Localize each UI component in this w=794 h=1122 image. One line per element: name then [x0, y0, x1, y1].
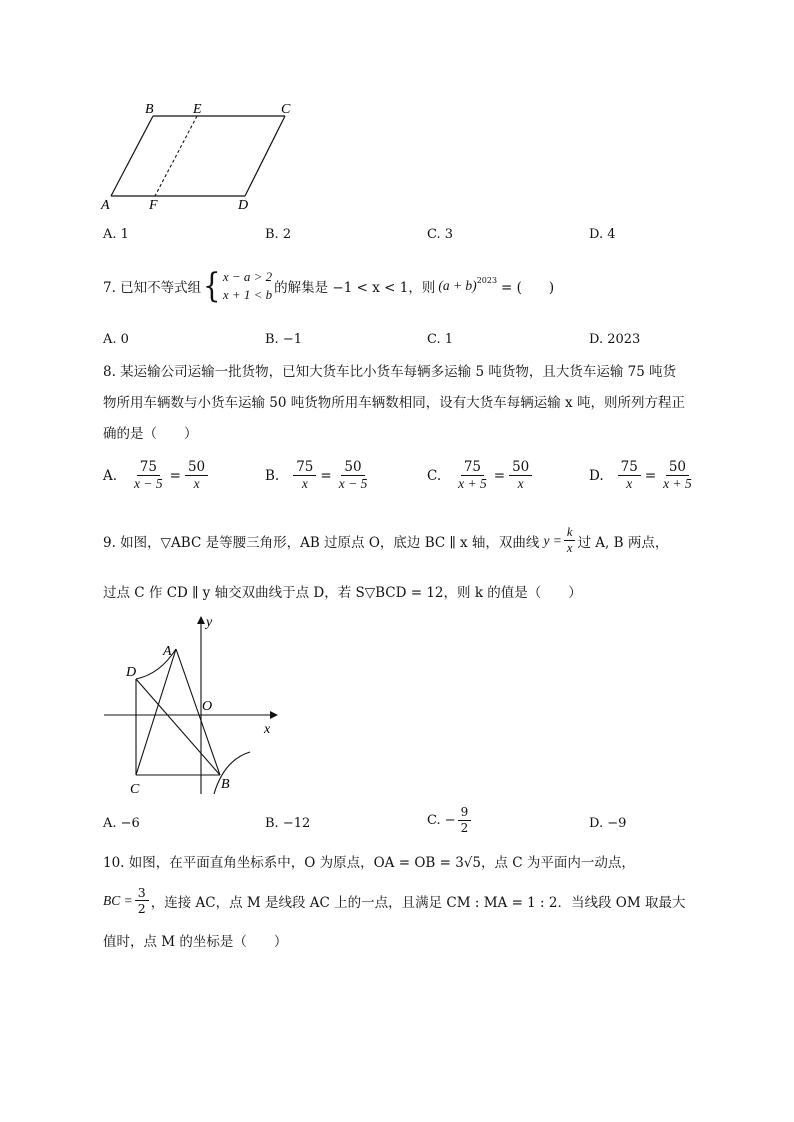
q7-option-d[interactable]: D. 2023 — [589, 332, 641, 347]
fold-line-ef — [155, 116, 197, 196]
label-f: F — [149, 198, 158, 213]
rhs-numerator: 50 — [666, 460, 689, 476]
q10-text-b: ，连接 AC，点 M 是线段 AC 上的一点，且满足 CM : MA = 1 : 2．当线段 OM 取最大 — [150, 894, 686, 911]
q10-line-2 — [103, 886, 685, 915]
parallelogram-figure — [95, 96, 305, 216]
option-label: C. − — [427, 812, 456, 828]
rhs-denominator: x − 5 — [338, 476, 368, 492]
q6-option-a[interactable]: A. 1 — [103, 227, 129, 242]
q7-option-b[interactable]: B. −1 — [265, 332, 302, 347]
segment-db — [136, 679, 220, 775]
label-o: O — [202, 699, 213, 714]
option-label: D. — [589, 467, 604, 484]
lhs-denominator: x — [301, 476, 308, 492]
option-numerator: 9 — [458, 806, 472, 821]
fn-denominator: x — [566, 541, 573, 556]
q9-option-a[interactable]: A. −6 — [103, 816, 140, 831]
segment-ab — [176, 649, 220, 775]
option-label: C. — [427, 467, 442, 484]
rhs-denominator: x — [517, 476, 524, 492]
q9-text-b: 过 A, B 两点， — [577, 534, 669, 551]
q9-option-d[interactable]: D. −9 — [589, 816, 627, 831]
x-axis-arrow — [270, 711, 278, 719]
q7-suffix: = ( ) — [501, 279, 555, 296]
bc-denominator: 2 — [137, 901, 146, 917]
q9-line-2: 过点 C 作 CD ∥ y 轴交双曲线于点 D，若 S▽BCD = 12，则 k 的值是（ ） — [103, 585, 582, 601]
label-x: x — [264, 722, 271, 737]
label-d: D — [238, 198, 249, 213]
hyperbola-figure — [98, 612, 283, 802]
q9-option-b[interactable]: B. −12 — [265, 816, 311, 831]
rhs-numerator: 50 — [509, 460, 532, 476]
lhs-denominator: x + 5 — [458, 476, 487, 492]
q7-stem — [103, 265, 555, 306]
rhs-denominator: x — [193, 476, 200, 492]
fn-numerator: k — [564, 526, 576, 541]
q7-middle: 的解集是 −1 < x < 1，则 — [274, 279, 436, 296]
label-a: A — [101, 198, 110, 213]
q9-line-1 — [103, 526, 668, 555]
rhs-numerator: 50 — [341, 460, 364, 476]
q10-line-1: 10. 如图，在平面直角坐标系中，O 为原点，OA = OB = 3√5，点 C 为平面内一动点， — [103, 855, 635, 871]
label-a: A — [163, 644, 172, 659]
q7-expression: (a + b) — [438, 277, 477, 293]
label-b: B — [221, 777, 230, 792]
q7-option-a[interactable]: A. 0 — [103, 332, 129, 347]
q9-text-a: 9. 如图，▽ABC 是等腰三角形，AB 过原点 O，底边 BC ∥ x 轴，双曲线 — [103, 534, 540, 551]
q10-bc-fraction — [135, 886, 149, 915]
q8-line-1: 8. 某运输公司运输一批货物，已知大货车比小货车每辆多运输 5 吨货物，且大货车运输 75 吨货 — [103, 364, 677, 380]
lhs-numerator: 75 — [137, 460, 160, 476]
rhs-denominator: x + 5 — [663, 476, 692, 492]
q7-option-c[interactable]: C. 1 — [427, 332, 454, 347]
system-brace: { — [203, 265, 221, 306]
q8-option-c[interactable]: C. $\frac{75}{x + 5}$ = $\frac{50}{x}$ — [427, 460, 534, 491]
label-c: C — [281, 102, 291, 117]
q8-line-2: 物所用车辆数与小货车运输 50 吨货物所用车辆数相同，设有大货车每辆运输 x 吨，则所列方程正 — [103, 395, 685, 411]
q10-line-3: 值时，点 M 的坐标是（ ） — [103, 934, 288, 950]
q6-option-d[interactable]: D. 4 — [589, 227, 616, 242]
option-label: A. — [103, 467, 118, 484]
q8-option-d[interactable]: D. $\frac{75}{x}$ = $\frac{50}{x + 5}$ — [589, 460, 697, 491]
edge-dc — [245, 116, 285, 196]
lhs-numerator: 75 — [293, 460, 316, 476]
q9-function-lhs: y = — [543, 532, 562, 548]
inequality-1: x − a > 2 — [222, 269, 273, 284]
q7-exponent: 2023 — [476, 276, 498, 286]
segment-ac — [136, 649, 176, 775]
rhs-numerator: 50 — [185, 460, 208, 476]
label-e: E — [193, 102, 202, 117]
inequality-2: x + 1 < b — [222, 286, 273, 302]
q6-option-b[interactable]: B. 2 — [265, 227, 292, 242]
option-label: B. — [265, 467, 280, 484]
lhs-numerator: 75 — [618, 460, 641, 476]
q7-prefix: 7. 已知不等式组 — [103, 279, 202, 296]
lhs-denominator: x — [626, 476, 633, 492]
q10-bc-label: BC = — [103, 892, 133, 908]
lhs-denominator: x − 5 — [134, 476, 163, 492]
bc-numerator: 3 — [135, 886, 149, 901]
q6-option-c[interactable]: C. 3 — [427, 227, 454, 242]
label-c: C — [130, 782, 140, 797]
label-y: y — [206, 615, 213, 630]
label-d: D — [126, 665, 137, 680]
q8-line-3: 确的是（ ） — [103, 426, 198, 442]
q8-option-a[interactable]: A. $\frac{75}{x - 5}$ = $\frac{50}{x}$ — [103, 460, 210, 491]
q8-option-b[interactable]: B. $\frac{75}{x}$ = $\frac{50}{x - 5}$ — [265, 460, 372, 491]
q9-option-c[interactable] — [427, 806, 473, 834]
lhs-numerator: 75 — [461, 460, 484, 476]
option-denominator: 2 — [460, 820, 469, 835]
inequality-system — [223, 268, 272, 303]
label-b: B — [145, 102, 154, 117]
edge-ab — [111, 116, 153, 196]
y-axis-arrow — [197, 616, 205, 624]
q9-function-fraction — [564, 526, 576, 555]
